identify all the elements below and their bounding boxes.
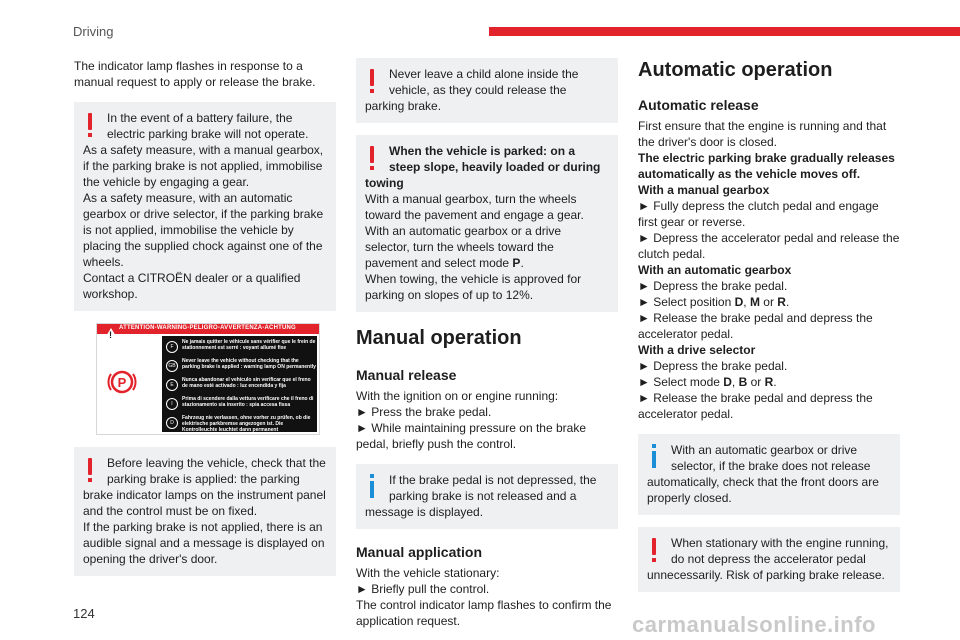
warning-text: As a safety measure, with an automatic gearbox or drive selector, if the parking brake is not applied, immobilise the vehicle by placing the supplied chock against one of the wheels.: [83, 191, 324, 269]
header-accent-bar: [489, 27, 960, 36]
warning-icon: [647, 535, 669, 565]
warning-text: When towing, the vehicle is approved for parking on slopes of up to 12%.: [365, 272, 582, 302]
column-2: [356, 58, 618, 629]
label-line: [166, 395, 316, 413]
manual-release-heading: Manual release: [356, 367, 457, 383]
warning-icon: [83, 110, 105, 140]
language-code: D: [166, 417, 178, 429]
mode-letter: P: [512, 256, 521, 270]
automatic-gearbox-subheading: With an automatic gearbox: [638, 263, 792, 277]
manual-operation-heading: Manual operation: [356, 327, 522, 349]
body-text: First ensure that the engine is running and that the driver's door is closed.: [638, 119, 887, 149]
body-text: The control indicator lamp flashes to confirm the application request.: [356, 598, 612, 628]
mode-letter: R: [764, 375, 774, 389]
drive-selector-subheading: With a drive selector: [638, 343, 756, 357]
warning-text-part: With an automatic gearbox or a drive selector, turn the wheels toward the pavement and select mode: [365, 224, 562, 270]
step-text: ► Release the brake pedal and depress the accelerator pedal.: [638, 311, 873, 341]
warning-text: [365, 223, 609, 271]
warning-box-accelerator: [638, 527, 900, 592]
warning-triangle-icon: !: [103, 328, 119, 341]
manual-application-heading: Manual application: [356, 544, 483, 560]
warning-text: Before leaving the vehicle, check that the parking brake is applied: the parking brake indicator lamps on the instrument panel and the control must be on fixed.: [83, 456, 326, 518]
step-text: ► Depress the brake pedal.: [638, 359, 788, 373]
info-text: With an automatic gearbox or drive selector, if the brake does not release automatically, check that the front doors are properly closed.: [647, 443, 879, 505]
warning-box-parked: [356, 135, 618, 312]
step-text: ► Depress the brake pedal.: [638, 279, 788, 293]
label-line-text: Fahrzeug nie verlassen, ohne vorher zu prüfen, ob die elektrische parkbremse angezogen ist. Die Kontrolleuchte leuchtet dann permanent: [182, 415, 311, 433]
gear-letter: M: [749, 295, 760, 309]
label-text-panel: [162, 336, 317, 432]
label-title: ATTENTION-WARNING-PELIGRO-AVVERTENZA-ACHTUNG: [119, 325, 296, 331]
label-line-text: Never leave the vehicle without checking that the parking brake is applied : warning lamp ON permanently: [182, 358, 316, 370]
punctuation: ,: [731, 375, 739, 389]
automatic-release-heading: Automatic release: [638, 97, 759, 113]
header-section-title: Driving: [73, 24, 114, 39]
warning-box-leaving: [74, 447, 336, 576]
watermark: carmanualsonline.info: [632, 612, 876, 637]
warning-icon: [365, 143, 387, 173]
punctuation: .: [520, 256, 524, 270]
label-line-text: Ne jamais quitter le véhicule sans vérifier que le frein de stationnement est serré : voyant allumé fixe: [182, 339, 316, 351]
warning-icon: [365, 66, 387, 96]
column-3: [638, 58, 900, 604]
step-text: ► Depress the accelerator pedal and release the clutch pedal.: [638, 231, 900, 261]
label-line-text: Prima di scendere dalla vettura verificare che il freno di stazionamento sia inserito : spia accesa fissa: [182, 396, 314, 408]
mode-letter: D: [723, 375, 732, 389]
column-1: [74, 58, 336, 588]
conjunction: or: [747, 375, 765, 389]
label-line: [166, 414, 316, 432]
language-code: E: [166, 379, 178, 391]
conjunction: or: [759, 295, 778, 309]
warning-icon: [83, 455, 105, 485]
bold-text: The electric parking brake gradually releases automatically as the vehicle moves off.: [638, 151, 895, 181]
label-line: [166, 376, 316, 394]
info-icon: [647, 442, 669, 472]
info-box-doors: [638, 434, 900, 515]
page-number: 124: [73, 606, 95, 621]
mode-letter: B: [738, 375, 748, 389]
language-code: F: [166, 341, 178, 353]
label-line: [166, 357, 316, 375]
intro-text: The indicator lamp flashes in response to a manual request to apply or release the brake.: [74, 59, 316, 89]
step-text-part: ► Select position: [638, 295, 735, 309]
warning-box-battery: [74, 102, 336, 311]
step-text: [638, 294, 900, 310]
warning-text: Contact a CITROËN dealer or a qualified workshop.: [83, 271, 301, 301]
parking-brake-warning-label: [96, 323, 320, 435]
warning-text: If the parking brake is not applied, there is an audible signal and a message is displayed on opening the driver's door.: [83, 520, 325, 566]
warning-text: In the event of a battery failure, the electric parking brake will not operate.: [107, 111, 309, 141]
automatic-operation-heading: Automatic operation: [638, 59, 833, 81]
step-text: ► While maintaining pressure on the brake pedal, briefly push the control.: [356, 421, 586, 451]
step-text: ► Fully depress the clutch pedal and engage first gear or reverse.: [638, 199, 879, 229]
label-line-text: Nunca abandonar el vehículo sin verificar que el freno de mano esté activado : luz encendida y fija: [182, 377, 311, 389]
gear-letter: R: [777, 295, 786, 309]
warning-text: As a safety measure, with a manual gearbox, if the parking brake is not applied, immobilise the vehicle by engaging a gear.: [83, 143, 324, 189]
language-code: GB: [166, 360, 178, 372]
warning-bold-text: When the vehicle is parked: on a steep slope, heavily loaded or during towing: [365, 144, 601, 190]
info-text: If the brake pedal is not depressed, the parking brake is not released and a message is displayed.: [365, 473, 597, 519]
step-text: [638, 374, 900, 390]
warning-box-child: [356, 58, 618, 123]
body-text: With the vehicle stationary:: [356, 566, 500, 580]
step-text: ► Release the brake pedal and depress the accelerator pedal.: [638, 391, 873, 421]
info-icon: [365, 472, 387, 502]
manual-gearbox-subheading: With a manual gearbox: [638, 183, 770, 197]
punctuation: ,: [743, 295, 750, 309]
punctuation: .: [785, 295, 790, 309]
parking-brake-icon: [106, 366, 138, 398]
label-header: [97, 324, 319, 334]
step-text: ► Briefly pull the control.: [356, 582, 490, 596]
label-line: [166, 338, 316, 356]
body-text: With the ignition on or engine running:: [356, 389, 559, 403]
step-text-part: ► Select mode: [638, 375, 724, 389]
info-box-brake-pedal: [356, 464, 618, 529]
punctuation: .: [773, 375, 777, 389]
svg-text:P: P: [117, 375, 127, 390]
step-text: ► Press the brake pedal.: [356, 405, 492, 419]
warning-text: With a manual gearbox, turn the wheels toward the pavement and engage a gear.: [365, 192, 584, 222]
warning-text: Never leave a child alone inside the vehicle, as they could release the parking brake.: [365, 67, 579, 113]
warning-text: When stationary with the engine running, do not depress the accelerator pedal unnecessarily. Risk of parking brake release.: [647, 536, 889, 582]
gear-letter: D: [734, 295, 744, 309]
language-code: I: [166, 398, 178, 410]
